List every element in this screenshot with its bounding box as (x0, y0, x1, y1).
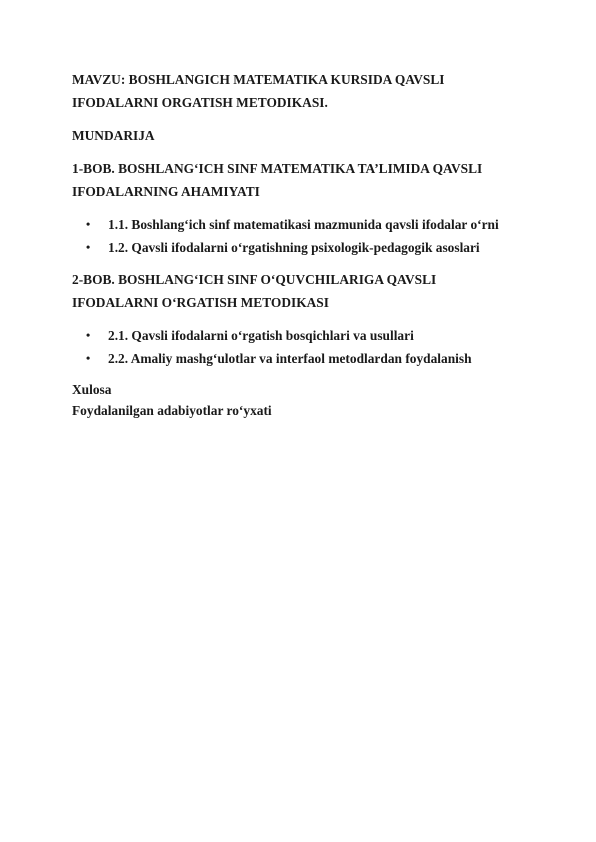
contents-heading: MUNDARIJA (72, 128, 155, 143)
chapter-1-heading-line-1: 1-BOB. BOSHLANG‘ICH SINF MATEMATIKA TA’LIMIDA QAVSLI (72, 161, 483, 176)
chapter-2-heading (72, 268, 542, 314)
toc-item-2-2 (72, 347, 542, 370)
toc-item-1-1 (72, 213, 542, 236)
conclusion-entry: Xulosa (72, 382, 112, 397)
document-title (72, 68, 542, 114)
document-content (72, 68, 542, 421)
chapter-2-heading-line-1: 2-BOB. BOSHLANG‘ICH SINF O‘QUVCHILARIGA QAVSLI (72, 272, 437, 287)
chapter-2-section-list (72, 324, 542, 370)
bullet-icon: • (86, 351, 91, 365)
bullet-icon: • (86, 217, 91, 231)
title-line-2: IFODALARNI ORGATISH METODIKASI. (72, 95, 328, 110)
bullet-icon: • (86, 328, 91, 342)
chapter-1-heading-line-2: IFODALARNING AHAMIYATI (72, 184, 260, 199)
title-line-1: MAVZU: BOSHLANGICH MATEMATIKA KURSIDA QAVSLI (72, 72, 445, 87)
toc-item-label: 2.2. Amaliy mashg‘ulotlar va interfaol metodlardan foydalanish (108, 351, 472, 366)
chapter-2-heading-line-2: IFODALARNI O‘RGATISH METODIKASI (72, 295, 329, 310)
toc-item-1-2 (72, 236, 542, 259)
chapter-1-section-list (72, 213, 542, 259)
chapter-1-heading (72, 157, 542, 203)
toc-item-2-1 (72, 324, 542, 347)
toc-item-label: 2.1. Qavsli ifodalarni o‘rgatish bosqichlari va usullari (108, 328, 414, 343)
toc-item-label: 1.1. Boshlang‘ich sinf matematikasi mazmunida qavsli ifodalar o‘rni (108, 217, 499, 232)
bullet-icon: • (86, 240, 91, 254)
toc-item-label: 1.2. Qavsli ifodalarni o‘rgatishning psixologik-pedagogik asoslari (108, 240, 480, 255)
references-entry: Foydalanilgan adabiyotlar ro‘yxati (72, 403, 272, 418)
closing-entries (72, 379, 542, 421)
